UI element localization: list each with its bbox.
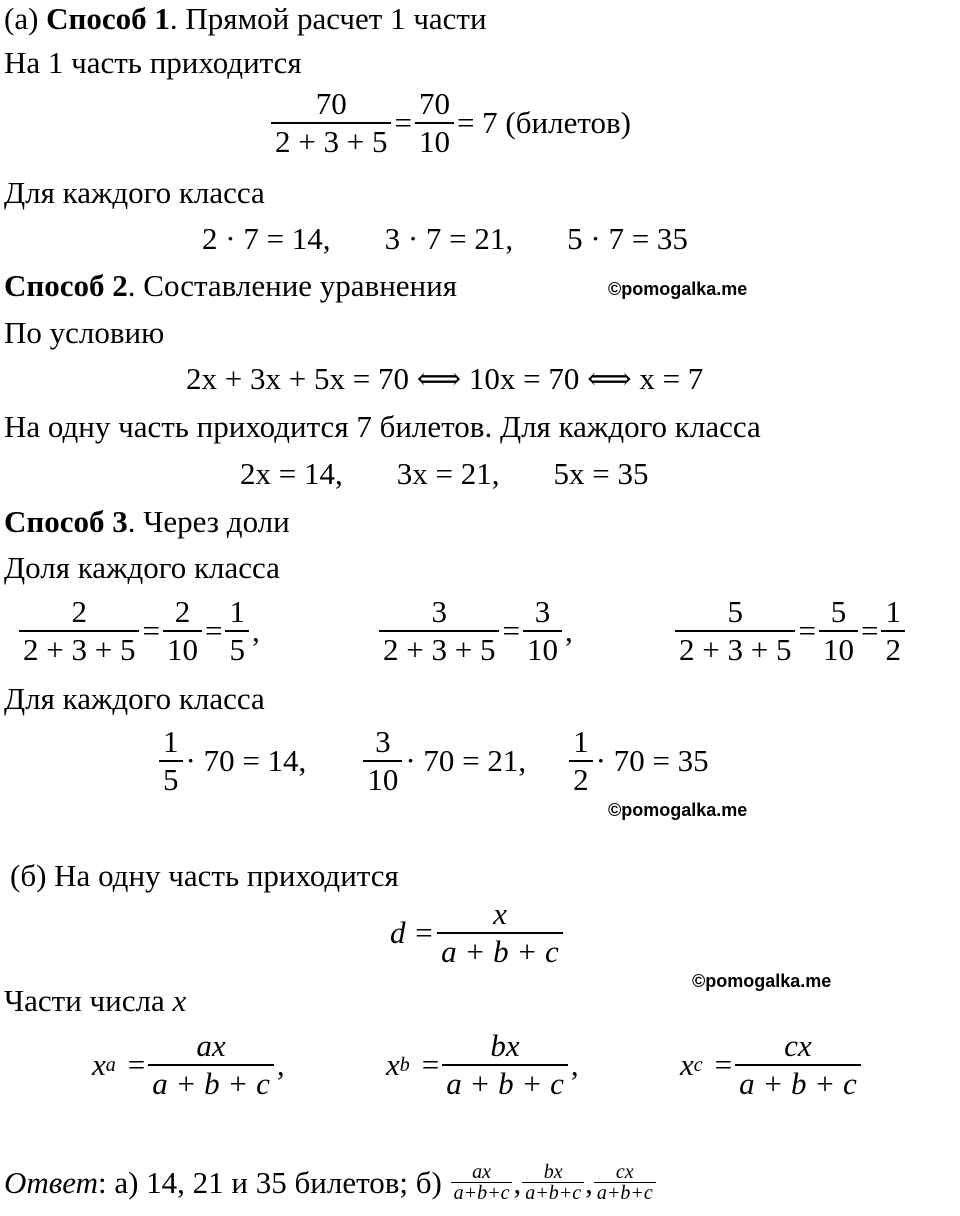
method2-equation: 2x + 3x + 5x = 70 ⟺ 10x = 70 ⟺ x = 7 xyxy=(186,361,704,396)
part-b-line1: (б) На одну часть приходится xyxy=(10,858,399,893)
method2-products: 2x = 14, 3x = 21, 5x = 35 xyxy=(240,456,649,491)
fraction: $\frac{70}{2 + 3 + 5}$ xyxy=(271,86,391,160)
part-c-expression: x c = $\frac{cx}{a + b + c}$ xyxy=(680,1028,864,1102)
method1-equation: $\frac{70}{2 + 3 + 5}$ = $\frac{70}{10}$ = 7 (билетов) xyxy=(268,86,631,160)
answer-line: Ответ : а) 14, 21 и 35 билетов; б) $\frac{ax}{a+b+c}$ , $\frac{bx}{a+b+c}$ , $\frac{cx}{a+b+c}$ xyxy=(4,1162,657,1203)
fraction: $\frac{70}{10}$ xyxy=(415,86,454,160)
method1-line2: Для каждого класса xyxy=(4,175,265,210)
method2-line1: По условию xyxy=(4,315,165,350)
watermark: ©pomogalka.me xyxy=(608,279,748,299)
share-class-1: $\frac{2}{2 + 3 + 5}$ = $\frac{2}{10}$ = $\frac{1}{5}$ , xyxy=(16,594,260,668)
method2-label: Способ 2 xyxy=(4,268,128,303)
part-a-expression: x a = $\frac{ax}{a + b + c}$ , xyxy=(92,1028,285,1101)
share-class-3: $\frac{5}{2 + 3 + 5}$ = $\frac{5}{10}$ = $\frac{1}{2}$ xyxy=(672,594,908,668)
method3-line1: Доля каждого класса xyxy=(4,550,280,585)
method1-products: 2 · 7 = 14, 3 · 7 = 21, 5 · 7 = 35 xyxy=(202,221,688,256)
method1-line1: На 1 часть приходится xyxy=(4,45,302,80)
share-class-2: $\frac{3}{2 + 3 + 5}$ = $\frac{3}{10}$ , xyxy=(376,594,573,668)
answer-label: Ответ xyxy=(4,1164,98,1200)
method2-heading: Способ 2. Составление уравнения xyxy=(4,268,457,303)
method2-line2: На одну часть приходится 7 билетов. Для каждого класса xyxy=(4,409,761,444)
method3-label: Способ 3 xyxy=(4,504,128,539)
method3-products: $\frac{1}{5}$ · 70 = 14, $\frac{3}{10}$ · 70 = 21, $\frac{1}{2}$ · 70 = 35 xyxy=(156,724,709,798)
method3-line2: Для каждого класса xyxy=(4,681,265,716)
part-b-expression: x b = $\frac{bx}{a + b + c}$ , xyxy=(386,1028,579,1101)
watermark: ©pomogalka.me xyxy=(608,800,748,820)
part-b-line2: Части числа x xyxy=(4,983,187,1018)
method1-label: Способ 1 xyxy=(46,1,170,36)
d-equation: d = $\frac{x}{a + b + c}$ xyxy=(390,896,566,970)
method1-heading: (а) Способ 1. Прямой расчет 1 части xyxy=(4,1,487,36)
method3-heading: Способ 3. Через доли xyxy=(4,504,290,539)
watermark: ©pomogalka.me xyxy=(692,971,832,991)
